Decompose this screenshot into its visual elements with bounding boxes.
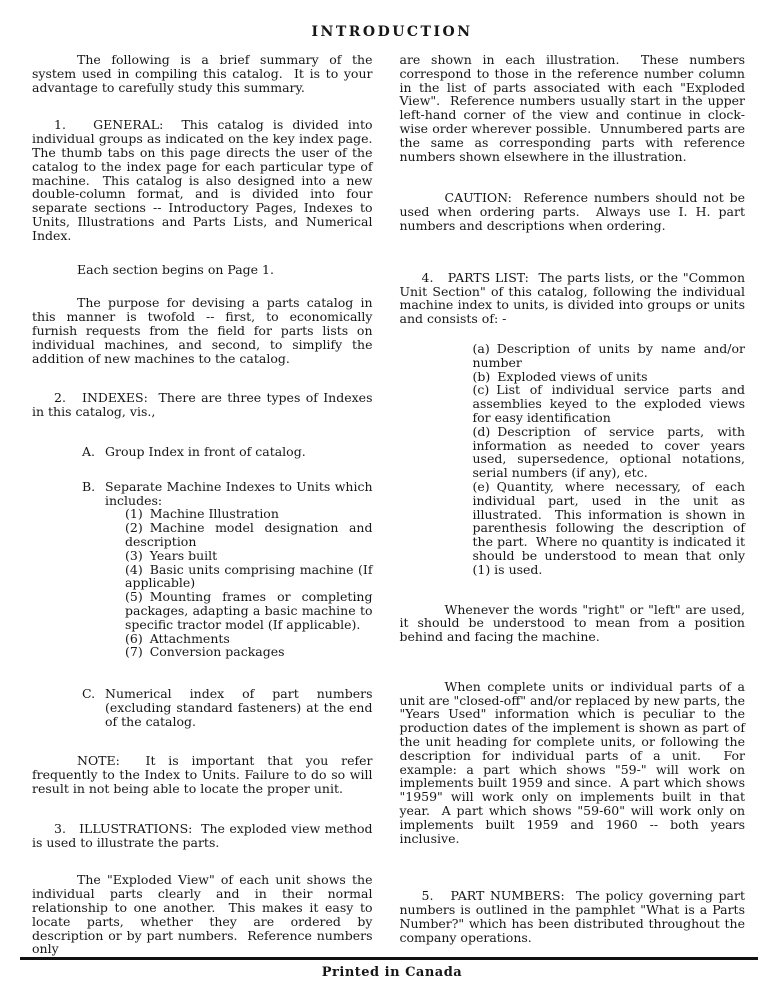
- list-item-label: (1): [125, 506, 143, 522]
- section-2-indexes: 2. INDEXES: There are three types of Indexes in this catalog, vis.,: [32, 390, 373, 420]
- list-item: [473, 342, 746, 370]
- list-item: [125, 645, 373, 659]
- index-item-c-text: Numerical index of part numbers (excluding standard fasteners) at the end of the catalog.: [105, 686, 373, 729]
- index-item-b-label: B.: [82, 478, 96, 494]
- two-column-body: [0, 53, 784, 956]
- each-section-line: Each section begins on Page 1.: [77, 261, 274, 277]
- years-used-paragraph: When complete units or individual parts of a unit are "closed-off" and/or replaced by new parts, the "Years Used" information which is peculiar to the production dates of the implement is shown as part of the unit heading for complete units, or following the description for individual parts of a unit. For example: a part which shows "59-" will work on implements built 1959 and since. A part which shows "1959" will work only on implements built in that year. A part which shows "59-60" will work only on implements built 1959 and 1960 -- both years inclusive.: [399, 678, 745, 846]
- footer-text: Printed in Canada: [321, 965, 463, 981]
- caution-paragraph: CAUTION: Reference numbers should not be used when ordering parts. Always use I. H. part numbers and descriptions when ordering.: [399, 190, 745, 233]
- list-item-text: Description of units by name and/or number: [472, 340, 745, 370]
- list-item-label: (7): [125, 644, 143, 660]
- index-item-a: [82, 443, 373, 459]
- list-item-text: Mounting frames or completing packages, adapting a basic machine to specific tractor model (If applicable).: [125, 589, 373, 632]
- list-item-label: (a): [472, 340, 490, 356]
- list-item-text: Description of service parts, with information as needed to cover years used, supersedence, optional notations, serial numbers (if any), etc.: [472, 423, 745, 481]
- right-column: [400, 53, 746, 956]
- page-title: INTRODUCTION: [311, 24, 473, 40]
- section-1-general: 1. GENERAL: This catalog is divided into individual groups as indicated on the key index page. The thumb tabs on this page directs the user of the catalog to the index page for each particular type of machine. This catalog is also designed into a new double-column format, and is divided into four separate sections -- Introductory Pages, Indexes to Units, Illustrations and Parts Lists, and Numerical Index.: [32, 117, 373, 243]
- list-item: [125, 563, 373, 591]
- list-item-label: (3): [125, 547, 143, 563]
- intro-paragraph: The following is a brief summary of the system used in compiling this catalog. It is to your advantage to carefully study this summary.: [32, 52, 373, 95]
- list-item: [125, 507, 373, 521]
- parts-list-sublist: [400, 342, 746, 577]
- list-item-text: Conversion packages: [149, 644, 285, 660]
- list-item: [125, 521, 373, 549]
- index-item-a-label: A.: [82, 443, 96, 459]
- list-item-text: Exploded views of units: [497, 368, 648, 384]
- list-item-label: (4): [125, 561, 143, 577]
- list-item: [125, 590, 373, 631]
- list-item: [125, 549, 373, 563]
- purpose-paragraph: The purpose for devising a parts catalog in this manner is twofold -- first, to economically furnish requests from the field for parts lists on individual machines, and second, to simplify the addition of new machines to the catalog.: [32, 295, 373, 366]
- list-item: [473, 383, 746, 424]
- list-item-label: (c): [472, 382, 490, 398]
- list-item-label: (b): [472, 368, 491, 384]
- section-4-parts-list: 4. PARTS LIST: The parts lists, or the "Common Unit Section" of this catalog, following the individual machine index to units, is divided into groups or units and consists of: -: [399, 269, 745, 327]
- index-item-c: [82, 686, 373, 729]
- continuation-paragraph: are shown in each illustration. These numbers correspond to those in the reference number column in the list of parts associated with each "Exploded View". Reference numbers usually start in the upper left-hand corner of the view and continue in clock-wise order wherever possible. Unnumbered parts are the same as corresponding parts with reference numbers shown elsewhere in the illustration.: [399, 52, 745, 164]
- list-item: [473, 425, 746, 480]
- list-item-text: Machine Illustration: [149, 506, 279, 522]
- right-left-paragraph: Whenever the words "right" or "left" are used, it should be understood to mean from a position behind and facing the machine.: [399, 601, 745, 645]
- list-item-label: (d): [472, 423, 491, 439]
- list-item: [473, 480, 746, 577]
- list-item-label: (5): [125, 589, 143, 605]
- exploded-view-paragraph: The "Exploded View" of each unit shows the individual parts clearly and in their normal relationship to one another. This makes it easy to locate parts, whether they are ordered by description or by part numbers. Reference numbers only: [32, 872, 373, 957]
- machine-index-sublist: [125, 507, 373, 659]
- list-item-label: (2): [125, 520, 143, 536]
- footer-rule: [20, 957, 758, 960]
- list-item-label: (6): [125, 630, 143, 646]
- list-item: [473, 370, 746, 384]
- list-item-text: Attachments: [149, 630, 230, 646]
- list-item-text: Years built: [149, 547, 218, 563]
- list-item: [125, 632, 373, 646]
- index-item-b-text: Separate Machine Indexes to Units which includes:: [105, 478, 373, 508]
- note-paragraph: NOTE: It is important that you refer frequently to the Index to Units. Failure to do so will result in not being able to locate the proper unit.: [32, 753, 373, 797]
- section-5-part-numbers: 5. PART NUMBERS: The policy governing part numbers is outlined in the pamphlet "What is a Parts Number?" which has been distributed throughout the company operations.: [399, 888, 745, 945]
- list-item-label: (e): [472, 478, 490, 494]
- list-item-text: List of individual service parts and assemblies keyed to the exploded views for easy identification: [472, 382, 745, 425]
- index-item-b: [82, 478, 373, 660]
- index-item-c-label: C.: [82, 686, 96, 702]
- list-item-text: Quantity, where necessary, of each individual part, used in the unit as illustrated. This information is shown in parenthesis following the description of the part. Where no quantity is indicated it should be understood to mean that only (1) is used.: [472, 478, 745, 577]
- index-item-a-text: Group Index in front of catalog.: [105, 443, 306, 459]
- list-item-text: Basic units comprising machine (If applicable): [125, 561, 373, 591]
- section-3-illustrations: 3. ILLUSTRATIONS: The exploded view method is used to illustrate the parts.: [32, 820, 373, 850]
- left-column: [32, 53, 373, 956]
- list-item-text: Machine model designation and description: [125, 520, 373, 549]
